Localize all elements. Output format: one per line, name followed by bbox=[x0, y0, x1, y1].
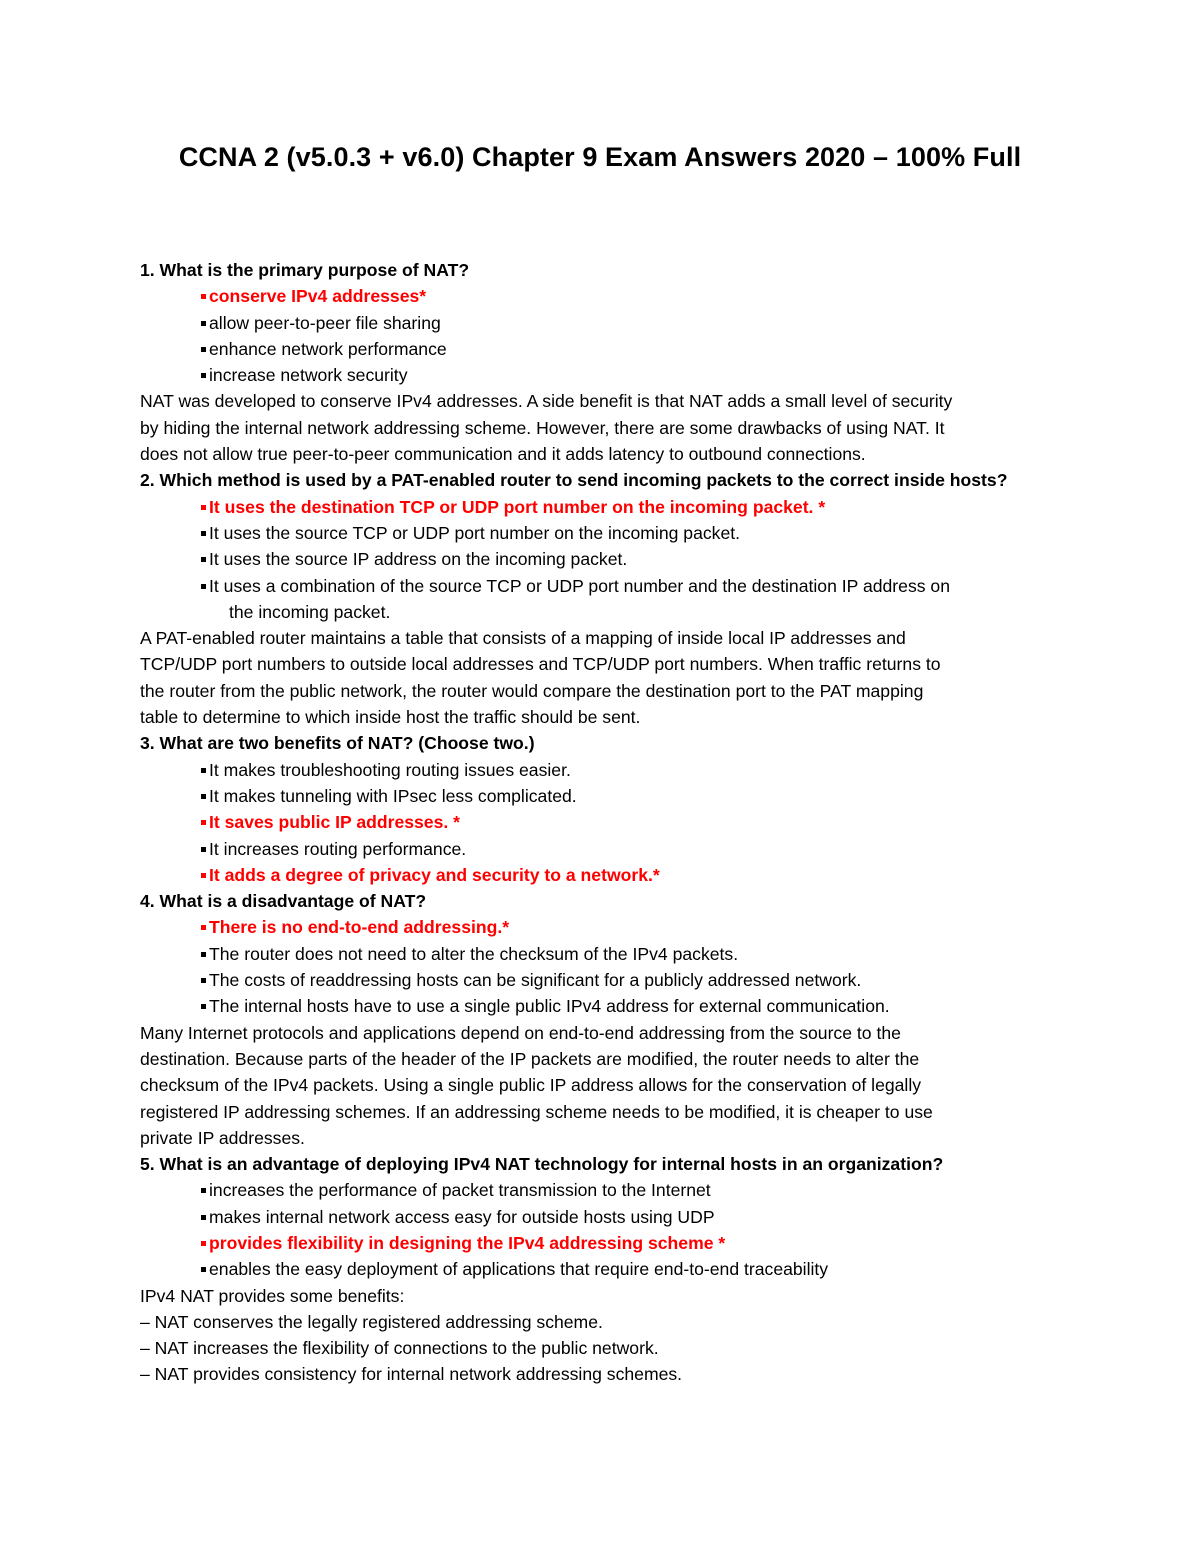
answer-option bbox=[140, 362, 1100, 388]
answer-option-text: It saves public IP addresses. * bbox=[209, 812, 461, 833]
answer-option bbox=[140, 1256, 1100, 1282]
answer-option bbox=[140, 993, 1100, 1019]
explanation-line: Many Internet protocols and applications depend on end-to-end addressing from the source to the bbox=[140, 1022, 901, 1043]
answer-option-correct bbox=[140, 283, 1100, 309]
answer-option-correct bbox=[140, 809, 1100, 835]
explanation-line: the router from the public network, the router would compare the destination port to the PAT mapping bbox=[140, 680, 924, 701]
question-text: 5. What is an advantage of deploying IPv4 NAT technology for internal hosts in an organization? bbox=[140, 1154, 944, 1175]
question-text: 4. What is a disadvantage of NAT? bbox=[140, 891, 427, 912]
answer-option bbox=[140, 573, 1100, 626]
question-text: 2. Which method is used by a PAT-enabled router to send incoming packets to the correct inside hosts? bbox=[140, 470, 1008, 491]
question-text: 1. What is the primary purpose of NAT? bbox=[140, 260, 470, 280]
answer-option bbox=[140, 546, 1100, 572]
answer-option bbox=[140, 783, 1100, 809]
answer-option-text: It uses a combination of the source TCP or UDP port number and the destination IP address on bbox=[209, 575, 950, 596]
explanation-line: does not allow true peer-to-peer communication and it adds latency to outbound connections. bbox=[140, 444, 866, 465]
answer-option-text: conserve IPv4 addresses* bbox=[209, 286, 427, 307]
answer-option-text: enables the easy deployment of applications that require end-to-end traceability bbox=[209, 1259, 829, 1280]
answer-option-text: It makes troubleshooting routing issues easier. bbox=[209, 759, 571, 780]
explanation-line: checksum of the IPv4 packets. Using a single public IP address allows for the conservation of legally bbox=[140, 1075, 922, 1096]
answer-option-text: It makes tunneling with IPsec less complicated. bbox=[209, 785, 577, 806]
question-block bbox=[140, 730, 1100, 888]
explanation-line: TCP/UDP port numbers to outside local addresses and TCP/UDP port numbers. When traffic returns to bbox=[140, 654, 941, 675]
explanation-line: destination. Because parts of the header of the IP packets are modified, the router needs to alter the bbox=[140, 1048, 920, 1069]
explanation-line: – NAT provides consistency for internal network addressing schemes. bbox=[140, 1364, 683, 1385]
answer-option-text: The router does not need to alter the checksum of the IPv4 packets. bbox=[209, 943, 739, 964]
explanation-line: registered IP addressing schemes. If an addressing scheme needs to be modified, it is cheaper to use bbox=[140, 1101, 933, 1122]
explanation-line: IPv4 NAT provides some benefits: bbox=[140, 1285, 405, 1306]
answer-option-text: It uses the destination TCP or UDP port number on the incoming packet. * bbox=[209, 496, 826, 517]
answer-option-text: allow peer-to-peer file sharing bbox=[209, 312, 441, 333]
answer-option-text: makes internal network access easy for outside hosts using UDP bbox=[209, 1206, 715, 1227]
answer-option bbox=[140, 967, 1100, 993]
answer-option-correct bbox=[140, 494, 1100, 520]
answer-option-correct bbox=[140, 914, 1100, 940]
answer-option-text-continued: the incoming packet. bbox=[229, 601, 391, 622]
question-text: 3. What are two benefits of NAT? (Choose two.) bbox=[140, 733, 535, 754]
answer-option bbox=[140, 836, 1100, 862]
answer-option bbox=[140, 1204, 1100, 1230]
answer-option-text: It increases routing performance. bbox=[209, 838, 467, 859]
answer-option-text: enhance network performance bbox=[209, 338, 447, 359]
question-block bbox=[140, 467, 1100, 730]
question-block bbox=[140, 888, 1100, 1151]
answer-option-text: It uses the source TCP or UDP port number on the incoming packet. bbox=[209, 522, 741, 543]
answer-option bbox=[140, 757, 1100, 783]
answer-option bbox=[140, 941, 1100, 967]
explanation-line: table to determine to which inside host the traffic should be sent. bbox=[140, 707, 641, 728]
answer-option-correct bbox=[140, 1230, 1100, 1256]
answer-option bbox=[140, 1177, 1100, 1203]
answer-option-text: It uses the source IP address on the incoming packet. bbox=[209, 549, 628, 570]
explanation-line: by hiding the internal network addressing scheme. However, there are some drawbacks of using NAT. It bbox=[140, 417, 945, 438]
question-block bbox=[140, 257, 1100, 467]
answer-option-text: There is no end-to-end addressing.* bbox=[209, 917, 510, 938]
answer-option-text: The costs of readdressing hosts can be significant for a publicly addressed network. bbox=[209, 970, 862, 991]
answer-option-correct bbox=[140, 862, 1100, 888]
answer-option-text: The internal hosts have to use a single public IPv4 address for external communication. bbox=[209, 996, 890, 1017]
answer-option bbox=[140, 520, 1100, 546]
explanation-line: NAT was developed to conserve IPv4 addresses. A side benefit is that NAT adds a small level of security bbox=[140, 391, 953, 412]
explanation-line: – NAT conserves the legally registered addressing scheme. bbox=[140, 1311, 603, 1332]
question-block bbox=[140, 1151, 1100, 1388]
answer-option-text: provides flexibility in designing the IPv4 addressing scheme * bbox=[209, 1232, 726, 1253]
questions-list bbox=[140, 257, 1100, 1388]
answer-option bbox=[140, 310, 1100, 336]
explanation-line: private IP addresses. bbox=[140, 1127, 305, 1148]
explanation-line: A PAT-enabled router maintains a table that consists of a mapping of inside local IP addresses and bbox=[140, 628, 906, 649]
answer-option-text: It adds a degree of privacy and security to a network.* bbox=[209, 864, 660, 885]
answer-option-text: increase network security bbox=[209, 365, 408, 386]
explanation-line: – NAT increases the flexibility of connections to the public network. bbox=[140, 1338, 659, 1359]
page-title: CCNA 2 (v5.0.3 + v6.0) Chapter 9 Exam Answers 2020 – 100% Full bbox=[178, 142, 1022, 172]
answer-option-text: increases the performance of packet transmission to the Internet bbox=[209, 1180, 711, 1201]
answer-option bbox=[140, 336, 1100, 362]
